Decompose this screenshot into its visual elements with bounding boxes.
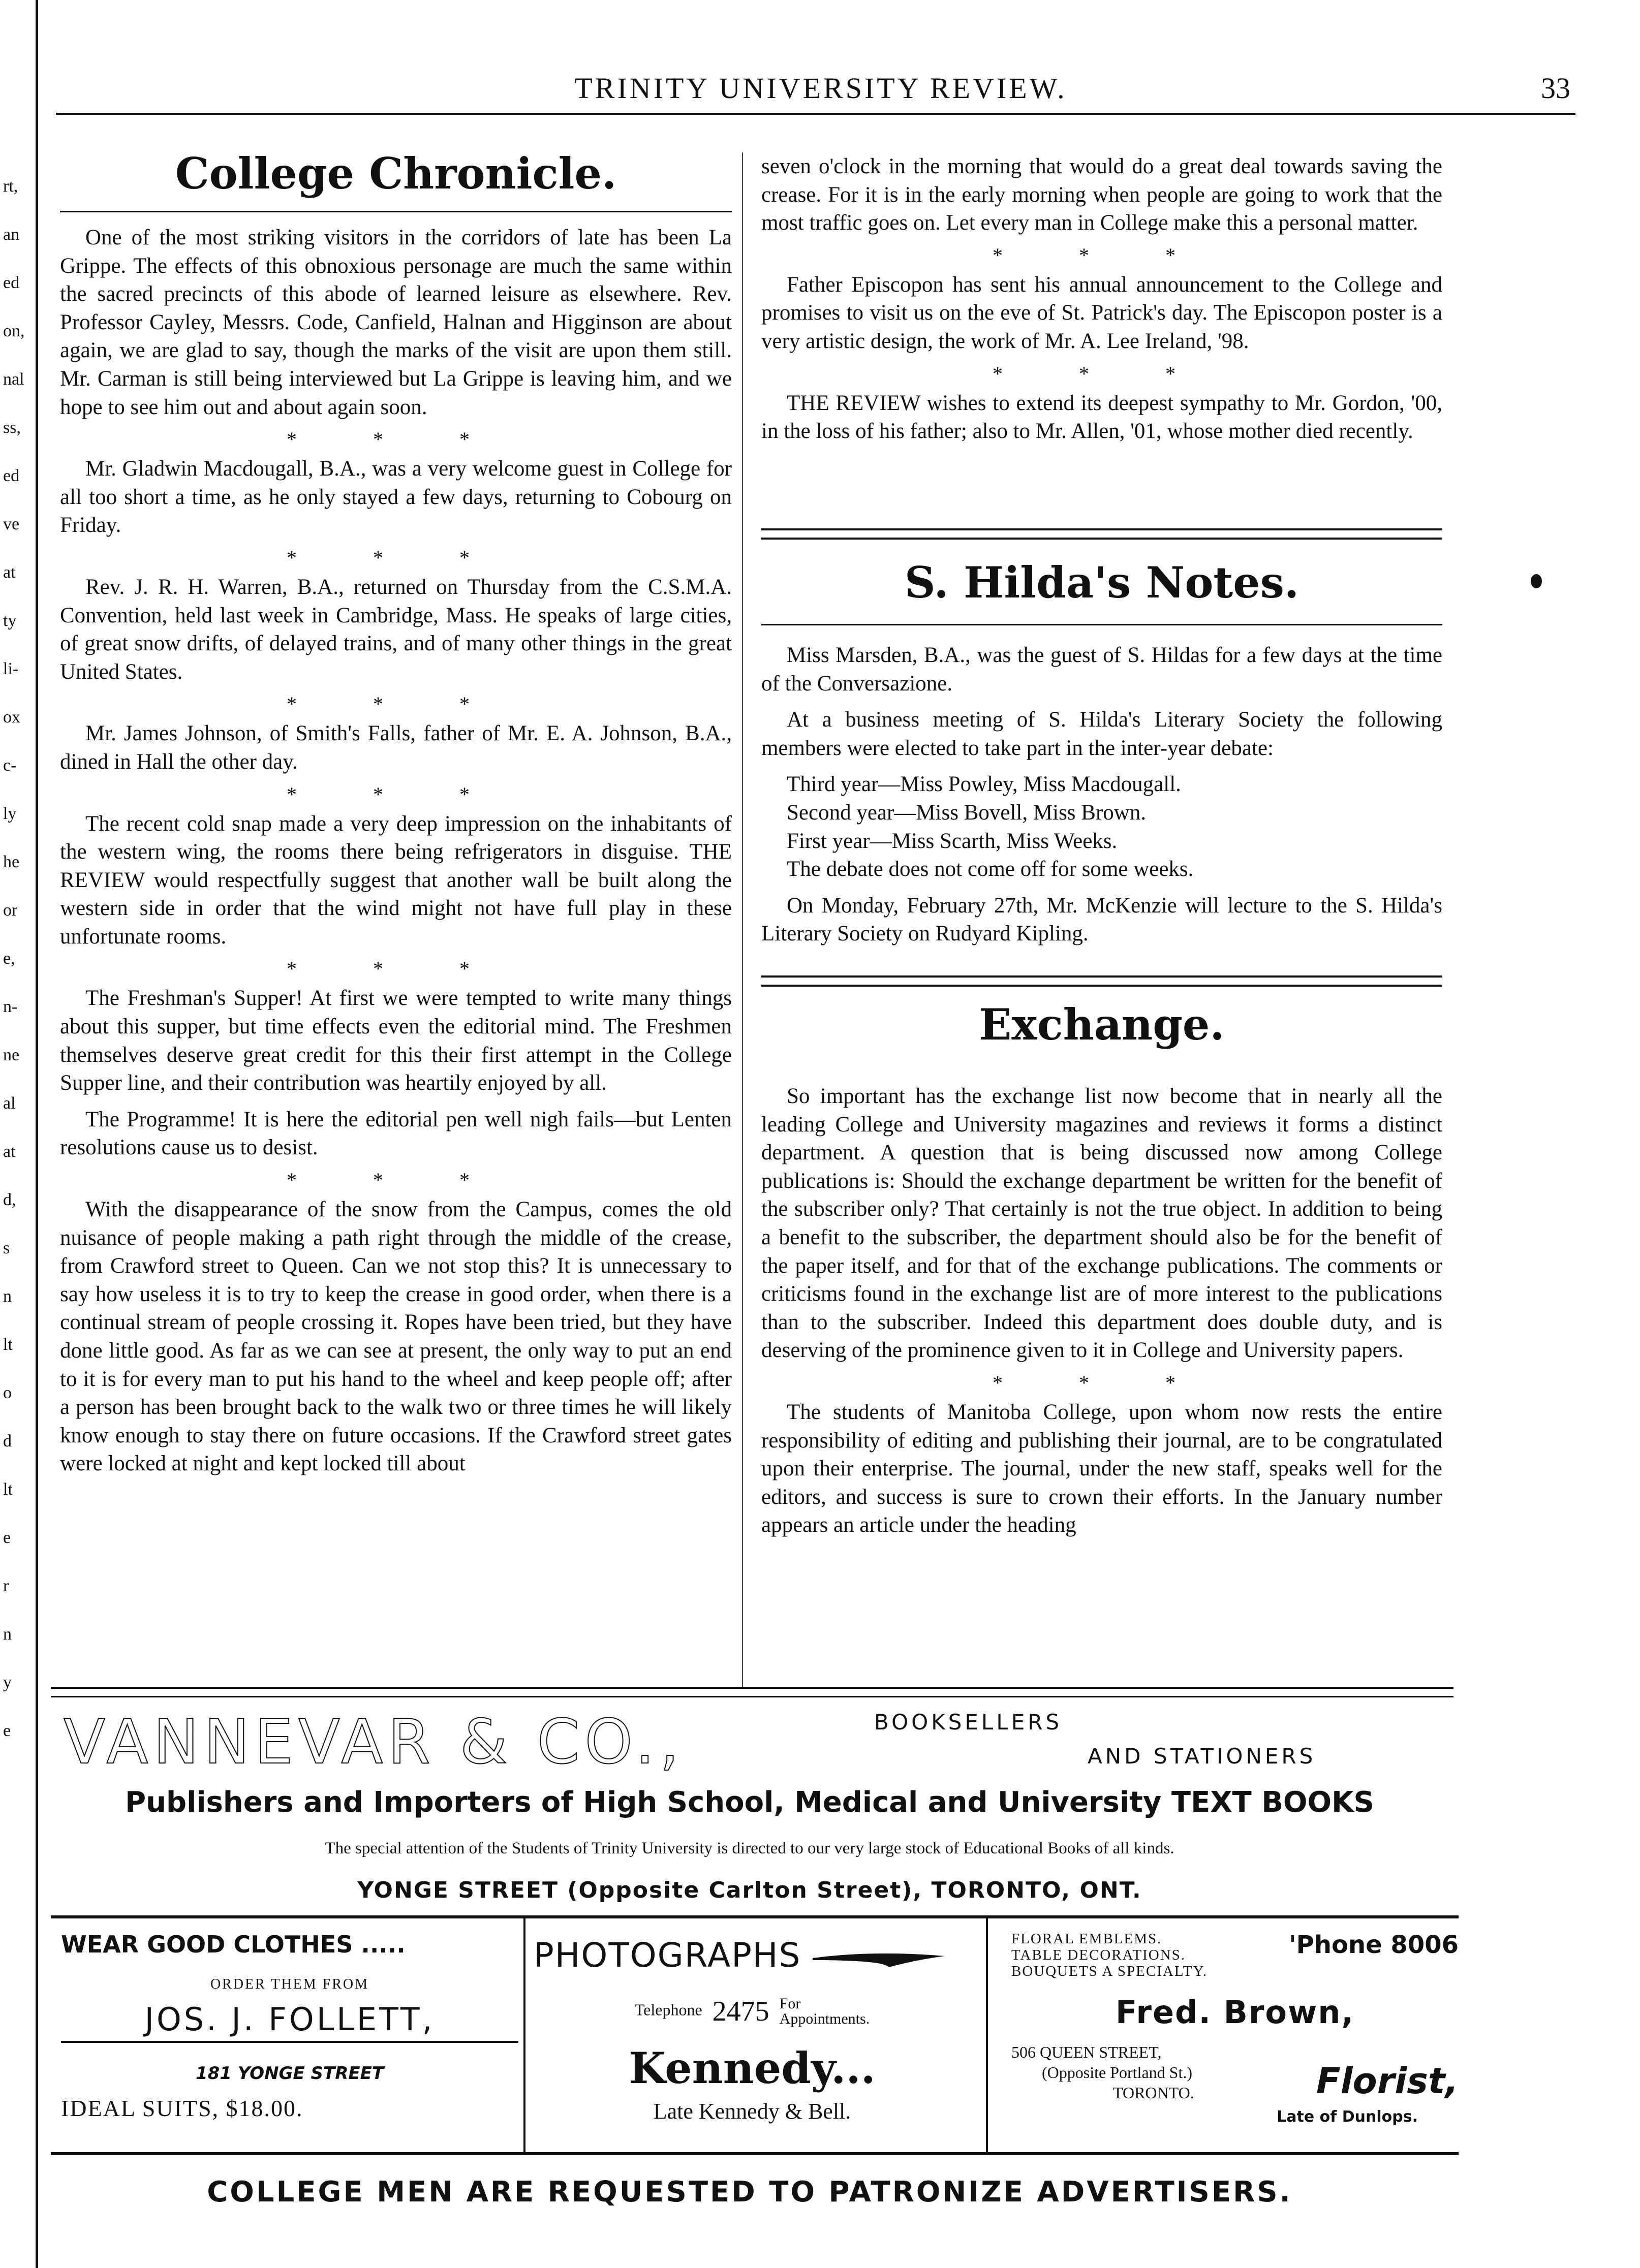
bleed-fragment: e,	[3, 949, 15, 968]
chronicle-paragraph: The Freshman's Supper! At first we were tempted to write many things about this supper, but time effects even the editorial mind. The Freshmen themselves deserve great credit for this their first attempt in the College Supper line, and their contribution was heartily enjoyed by all.	[60, 986, 732, 1095]
exchange-column	[761, 1082, 1442, 1548]
bleed-fragment: on,	[3, 322, 25, 340]
section-stars: * * *	[993, 1371, 1211, 1394]
vannevar-stationers: AND STATIONERS	[1088, 1744, 1316, 1769]
publication-title: TRINITY UNIVERSITY REVIEW.	[574, 72, 1067, 105]
telephone-number: 2475	[712, 1996, 769, 2027]
address-line: TORONTO.	[1113, 2084, 1194, 2102]
right-column-top	[761, 152, 1442, 454]
hildas-paragraph: On Monday, February 27th, Mr. McKenzie will lecture to the S. Hilda's Literary Society on Rudyard Kipling.	[761, 893, 1442, 946]
ad-rule	[51, 2152, 1459, 2155]
sympathy-paragraph: THE REVIEW wishes to extend its deepest sympathy to Mr. Gordon, '00, in the loss of his father; also to Mr. Allen, '01, whose mother died recently.	[761, 391, 1442, 444]
photographs-label: PHOTOGRAPHS	[534, 1936, 801, 1975]
bleed-fragment: n	[3, 1287, 12, 1306]
photographs-heading	[534, 1936, 971, 1975]
section-stars: * * *	[287, 546, 505, 569]
exchange-paragraph: The students of Manitoba College, upon whom now rests the entire responsibility of editing and publishing their journal, are to be congratulated upon their enterprise. The journal, under the new staff, speaks well for the editors, and success is sure to crown their efforts. In the January number appears an article under the heading	[761, 1400, 1442, 1537]
bleed-fragment: c-	[3, 756, 17, 775]
header-rule	[56, 113, 1575, 115]
address-line: 506 QUEEN STREET,	[1011, 2043, 1162, 2061]
bleed-fragment: an	[3, 225, 20, 244]
section-stars: * * *	[287, 957, 505, 981]
vannevar-address: YONGE STREET (Opposite Carlton Street), TORONTO, ONT.	[357, 1877, 1142, 1903]
debate-line: The debate does not come off for some weeks.	[787, 857, 1194, 881]
section-stars: * * *	[993, 362, 1211, 385]
page-number: 33	[1541, 72, 1570, 105]
debate-line: Third year—Miss Powley, Miss Macdougall.	[787, 772, 1181, 797]
chronicle-paragraph: Rev. J. R. H. Warren, B.A., returned on Thursday from the C.S.M.A. Convention, held last week in Cambridge, Mass. He speaks of large cities, of great snow drifts, of delayed trains, and of many other things in the great United States.	[60, 575, 732, 684]
patronize-footer: COLLEGE MEN ARE REQUESTED TO PATRONIZE ADVERTISERS.	[207, 2176, 1292, 2209]
section-stars: * * *	[287, 1169, 505, 1192]
address-line: (Opposite Portland St.)	[1042, 2063, 1192, 2082]
bleed-fragment: ty	[3, 611, 17, 630]
hildas-notes-title: S. Hilda's Notes.	[904, 557, 1299, 608]
bleed-fragment: or	[3, 901, 18, 920]
chronicle-paragraph: The recent cold snap made a very deep impression on the inhabitants of the western wing, the rooms there being refrigerators in disguise. THE REVIEW would respectfully suggest that another wall be built along the western side in order that the wind might not have full play in these unfortunate rooms.	[60, 811, 732, 949]
ink-speck	[1531, 574, 1542, 588]
bleed-fragment: he	[3, 853, 20, 871]
page-header	[71, 71, 1570, 112]
hildas-notes-column	[761, 641, 1442, 956]
brown-florist: Florist,	[1316, 2060, 1459, 2102]
bleed-fragment: rt,	[3, 177, 18, 196]
floral-line: TABLE DECORATIONS.	[1011, 1947, 1186, 1963]
bleed-fragment: ed	[3, 466, 20, 485]
exchange-paragraph: So important has the exchange list now become that in nearly all the leading College and University magazines and reviews it forms a distinct department. A question that is being discussed now among College publications is: Should the exchange department be written for the benefit of the subscriber only? That certainly is not the true object. In addition to being a benefit to the subscriber, the department should also be for the benefit of the paper itself, and for that of the exchange publications. The comments or criticisms found in the exchange list are of more interest to the publications than to the subscriber. Indeed this department does double duty, and is deserving of the prominence given to it in College and University papers.	[761, 1084, 1442, 1363]
margin-bleed	[0, 0, 38, 2268]
column-divider	[742, 152, 743, 1687]
section-stars: * * *	[287, 782, 505, 806]
bleed-fragment: ss,	[3, 418, 21, 437]
bleed-fragment: nal	[3, 370, 24, 389]
follett-wear: WEAR GOOD CLOTHES .....	[61, 1931, 406, 1958]
section-double-rule	[761, 528, 1442, 540]
vannevar-attention: The special attention of the Students of Trinity University is directed to our very large stock of Educational Books of all kinds.	[325, 1839, 1174, 1857]
kennedy-telephone	[534, 1995, 971, 2028]
appointments-text: Appointments.	[779, 2010, 870, 2027]
floral-line: FLORAL EMBLEMS.	[1011, 1931, 1162, 1947]
ad-rule	[51, 1915, 1459, 1918]
floral-line: BOUQUETS A SPECIALTY.	[1011, 1963, 1208, 1979]
section-stars: * * *	[287, 428, 505, 451]
follett-address: 181 YONGE STREET	[195, 2063, 384, 2084]
bleed-fragment: ne	[3, 1046, 20, 1064]
bleed-fragment: ve	[3, 515, 20, 533]
pen-flourish-icon	[813, 1945, 950, 1970]
kennedy-name: Kennedy...	[629, 2043, 876, 2093]
brown-phone: 'Phone 8006	[1288, 1931, 1459, 1959]
section-stars: * * *	[287, 692, 505, 716]
section-stars: * * *	[993, 243, 1211, 267]
chronicle-paragraph: Mr. Gladwin Macdougall, B.A., was a very welcome guest in College for all too short a time, as he only stayed a few days, returning to Cobourg on Friday.	[60, 457, 732, 538]
vannevar-booksellers: BOOKSELLERS	[874, 1710, 1063, 1735]
bleed-fragment: at	[3, 563, 16, 582]
bleed-fragment: ly	[3, 804, 17, 823]
bleed-fragment: li-	[3, 659, 19, 678]
exchange-title: Exchange.	[979, 999, 1225, 1050]
follett-ad	[61, 1931, 518, 2122]
ad-divider	[523, 1918, 525, 2152]
brown-ad	[1011, 1931, 1459, 2126]
chronicle-paragraph: One of the most striking visitors in the corridors of late has been La Grippe. The effects of this obnoxious personage are much the same within the sacred precincts of this abode of learned leisure as elsewhere. Rev. Professor Cayley, Messrs. Code, Canfield, Halnan and Higginson are about again, we are glad to say, though the marks of the visit are upon them still. Mr. Carman is still being interviewed but La Grippe is leaving him, and we hope to see him out and about again soon.	[60, 226, 732, 419]
bleed-fragment: d	[3, 1432, 12, 1451]
appointments-label	[780, 1996, 870, 2027]
bleed-fragment: o	[3, 1383, 12, 1402]
follett-order: ORDER THEM FROM	[210, 1976, 369, 1992]
bleed-fragment: d,	[3, 1190, 16, 1209]
debate-line: First year—Miss Scarth, Miss Weeks.	[787, 829, 1118, 853]
college-chronicle-column	[60, 224, 732, 1486]
chronicle-paragraph: The Programme! It is here the editorial pen well nigh fails—but Lenten resolutions cause us to desist.	[60, 1107, 732, 1160]
debate-line: Second year—Miss Bovell, Miss Brown.	[787, 800, 1147, 825]
for-label: For	[779, 1995, 801, 2012]
follett-suits: IDEAL SUITS, $18.00.	[61, 2095, 303, 2121]
bleed-fragment: s	[3, 1239, 10, 1257]
bleed-fragment: ed	[3, 273, 20, 292]
hildas-title-rule	[761, 624, 1442, 625]
ad-rule	[51, 1687, 1453, 1697]
bleed-fragment: n-	[3, 997, 18, 1016]
hildas-paragraph: Miss Marsden, B.A., was the guest of S. Hildas for a few days at the time of the Conversazione.	[761, 643, 1442, 696]
follett-name: JOS. J. FOLLETT,	[61, 2001, 518, 2043]
kennedy-ad	[534, 1936, 971, 2124]
telephone-label: Telephone	[634, 2000, 702, 2019]
chronicle-continuation: seven o'clock in the morning that would do a great deal towards saving the crease. For it is in the early morning when people are going to work that the most traffic goes on. Let every man in College make this a personal matter.	[761, 154, 1442, 235]
bleed-fragment: r	[3, 1577, 9, 1595]
chronicle-paragraph: Mr. James Johnson, of Smith's Falls, father of Mr. E. A. Johnson, B.A., dined in Hall the other day.	[60, 721, 732, 774]
bleed-fragment: n	[3, 1625, 12, 1644]
college-chronicle-title: College Chronicle.	[175, 148, 617, 199]
bleed-fragment: ox	[3, 708, 20, 727]
kennedy-late: Late Kennedy & Bell.	[653, 2099, 851, 2124]
bleed-fragment: at	[3, 1142, 16, 1161]
bleed-fragment: al	[3, 1094, 16, 1113]
ad-divider	[986, 1918, 988, 2152]
vannevar-name: VANNEVAR & CO.,	[64, 1707, 685, 1778]
episcopon-paragraph: Father Episcopon has sent his annual announcement to the College and promises to visit us on the eve of St. Patrick's day. The Episcopon poster is a very artistic design, the work of Mr. A. Lee Ireland, '98.	[761, 272, 1442, 353]
bleed-fragment: e	[3, 1528, 11, 1547]
vannevar-publishers: Publishers and Importers of High School, Medical and University TEXT BOOKS	[125, 1786, 1374, 1819]
chronicle-title-rule	[60, 211, 732, 212]
bleed-fragment: e	[3, 1721, 11, 1740]
section-double-rule	[761, 975, 1442, 987]
chronicle-paragraph: With the disappearance of the snow from the Campus, comes the old nuisance of people making a path right through the middle of the crease, from Crawford street to Queen. Can we not stop this? It is unnecessary to say how useless it is to try to keep the crease in good order, when there is a continual stream of people crossing it. Ropes have been tried, but they have done little good. As far as we can see at present, the only way to put an end to it is for every man to put his hand to the wheel and keep people off; after a person has been brought back to the walk two or three times he will likely know enough to stay there on future occasions. If the Crawford street gates were locked at night and kept locked till about	[60, 1198, 732, 1476]
bleed-fragment: lt	[3, 1480, 13, 1499]
hildas-paragraph: At a business meeting of S. Hilda's Literary Society the following members were elected to take part in the inter-year debate:	[761, 708, 1442, 760]
brown-late: Late of Dunlops.	[1277, 2108, 1418, 2126]
brown-name: Fred. Brown,	[1116, 1994, 1354, 2031]
bleed-fragment: lt	[3, 1335, 13, 1354]
bleed-fragment: y	[3, 1673, 12, 1692]
